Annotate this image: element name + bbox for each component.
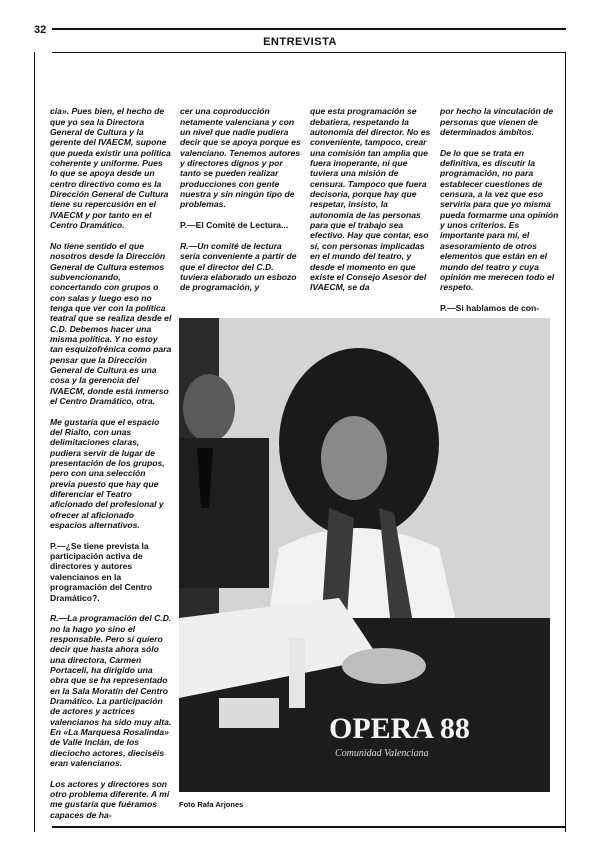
section-title: ENTREVISTA <box>263 36 337 48</box>
paragraph: que esta programación se debatiera, respetando la autonomía del director. No es conveniente, tampoco, crear una comisión tan amplia que fuera inoperante, ni que tuviera una misión de censura. Tampoco que fuera decisoria, porque hay que respetar, insisto, la autonomía de las personas para que el trabajo sea efectivo. Hay que contar, eso sí, con personas implicadas en el mundo del teatro, y desde el momento en que existe el Consejo Asesor del IVAECM, se da <box>310 106 431 293</box>
paragraph: No tiene sentido el que nosotros desde la Dirección General de Cultura estemos subvencionando, concertando con grupos o con salas y luego eso no tenga que ver con la política teatral que se realiza desde el C.D. Debemos hacer una misma política. Y no estoy tan esquizofrénica como para pensar que la Dirección General de Cultura es una cosa y la gerencia del IVAECM, donde está inmerso el Centro Dramático, otra. <box>50 240 172 406</box>
photo-credit: Foto Rafa Arjones <box>179 800 244 809</box>
frame-left-rule <box>34 52 35 832</box>
paragraph: cia». Pues bien, el hecho de que yo sea la Directora General de Cultura y la gerente del IVAECM, supone que pueda existir una política coherente y uniforme. Pues lo que se apoya desde un centro directivo como es la Dirección General de Cultura tiene su repercusión en el IVAECM y por tanto en el Centro Dramático. <box>50 106 171 231</box>
section-rule <box>52 52 566 53</box>
paragraph: De lo que se trata en definitiva, es discutir la programación, no para establecer cuestiones de censura, a la vez que eso serviría para que yo misma pueda formarme una opinión y unos criterios. Es importante para mí, el asesoramiento de otros elementos que están en el mundo del teatro y cuya opinión me merecen todo el respeto. <box>440 147 559 293</box>
article-column-1 <box>50 96 172 820</box>
paragraph: Los actores y directores son otro problema diferente. A mí me gustaría que fuéramos capaces de ha- <box>50 778 170 820</box>
footer-rule <box>52 826 566 828</box>
page-number: 32 <box>34 24 47 36</box>
paragraph: cer una coproducción netamente valenciana y con un nivel que nadie pudiera decir que se apoya porque es valenciano. Tenemos autores y directores dignos y por tanto se pueden realizar producciones con gente nuestra y sin ningún tipo de problemas. <box>180 106 301 210</box>
answer: R.—Un comité de lectura sería conveniente a partir de que el director del C.D. tuviera elaborado un esbozo de programación, y <box>180 240 297 293</box>
answer: R.—La programación del C.D. no la hago yo sino el responsable. Pero sí quiero decir que hasta ahora sólo una directora, Carmen Portaceli, ha dirigido una obra que se ha representado en la Sala Moratín del Centro Dramático. La participación de actores y actrices valencianos ha sido muy alta. En «La Marquesa Rosalinda» de Valle Inclán, de los dieciocho actores, dieciséis eran valencianos. <box>50 613 172 768</box>
question: P.—¿Se tiene prevista la participación activa de directores y autores valencianos en la programación del Centro Dramático?. <box>50 540 153 603</box>
interview-photo <box>179 318 550 792</box>
paragraph: Me gustaría que el espacio del Rialto, con unas delimitaciones claras, pudiera servir de lugar de presentación de los grupos, pero con una selección previa puesto que hay que diferenciar el Teatro aficionado del profesional y ofrecer al aficionado espacios alternativos. <box>50 416 165 531</box>
question: P.—Si hablamos de con- <box>440 302 540 313</box>
article-column-2 <box>180 96 302 296</box>
header-rule <box>52 28 566 30</box>
article-column-3 <box>310 96 432 296</box>
frame-right-rule <box>565 52 566 832</box>
paragraph: por hecho la vinculación de personas que vienen de determinados ámbitos. <box>440 106 554 138</box>
question: P.—El Comité de Lectura... <box>180 220 289 231</box>
sign-subtext: Comunidad Valenciana <box>335 748 429 759</box>
article-column-4 <box>440 96 560 313</box>
sign-text: OPERA 88 <box>329 712 470 745</box>
